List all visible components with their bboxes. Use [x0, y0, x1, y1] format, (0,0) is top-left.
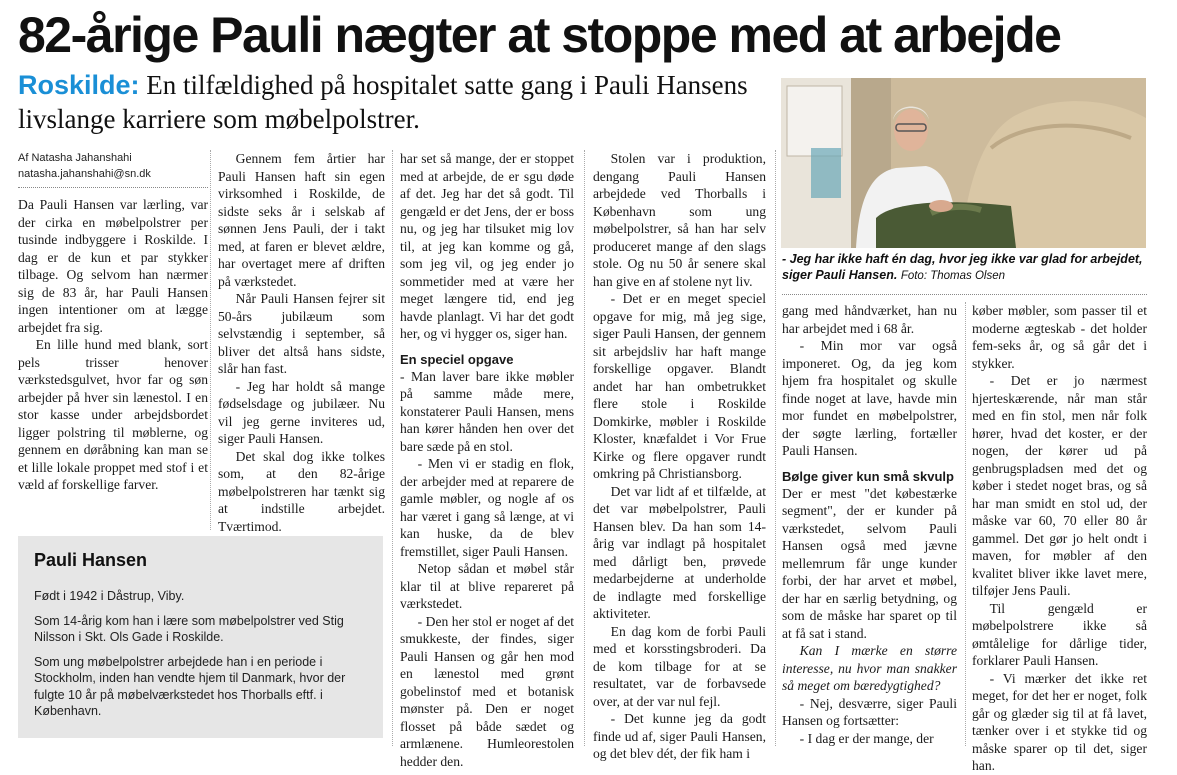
paragraph: Da Pauli Hansen var lærling, var der cirka en møbelpolstrer per tusinde indbyggere i Roskilde. I dag er de kun et par stykker tilbage. Og selvom han nærmer sig de 83 år, har Pauli Hansen ingen intentioner om at lægge arbejdet fra sig.: [18, 197, 208, 335]
paragraph: Kan I mærke en større interesse, nu hvor man snakker så meget om bæredygtighed?: [782, 643, 957, 693]
paragraph: køber møbler, som passer til et moderne ægteskab - det holder fem-seks år, og så går det i stykker.: [972, 303, 1147, 371]
dateline-place: Roskilde:: [18, 70, 140, 100]
paragraph: - Min mor var også imponeret. Og, da jeg kom hjem fra hospitalet og skulle finde noget at lave, havde min mor fundet en møbelpolstrer, der søgte lærling, fortæller Pauli Hansen.: [782, 338, 957, 458]
factbox-line: Som ung møbelpolstrer arbejdede han i en periode i Stockholm, inden han vendte hjem til Danmark, hvor der fulgte 10 år på møbelværkstedet hos Thorballs eftf. i København.: [34, 654, 346, 718]
article-column-1: [18, 196, 208, 526]
paragraph: En dag kom de forbi Pauli med et korsstingsbroderi. Da de kom tilbage for at se resultatet, var de forbavsede over, at der var nul fejl.: [593, 623, 766, 709]
column-divider: [584, 150, 585, 746]
subheadline-text: En tilfældighed på hospitalet satte gang i Pauli Hansens livslange karriere som møbelpolstrer.: [18, 70, 748, 134]
paragraph: Netop sådan et møbel står klar til at blive repareret på værkstedet.: [400, 561, 574, 611]
paragraph: - Det kunne jeg da godt finde ud af, siger Pauli Hansen, og det blev dét, der fik ham i: [593, 711, 766, 761]
paragraph: Det skal dog ikke tolkes som, at den 82-årige møbelpolstreren har tænkt sig at indstille arbejdet. Tværtimod.: [218, 448, 385, 534]
photo-hand: [929, 200, 953, 212]
photo-caption: [782, 251, 1147, 284]
byline: [18, 150, 208, 182]
paragraph: - Men vi er stadig en flok, der arbejder med at reparere de gamle møbler, og nogle af os har været i gang så længe, at vi kan huske, da de blev fremstillet, siger Pauli Hansen.: [400, 456, 574, 559]
factbox: [18, 536, 383, 738]
photo-window-pane: [787, 86, 842, 156]
caption-text: - Jeg har ikke haft én dag, hvor jeg ikke var glad for arbejdet, siger Pauli Hansen.: [782, 252, 1143, 282]
column-divider: [392, 150, 393, 746]
paragraph: - Det er jo nærmest hjerteskærende, når man står med en fin stol, men når folk hører, hvad det koster, er der nogen, der kører ud på genbrugspladsen med det og køber i stedet noget bras, og så har man smidt en stol ud, der måske var 60, 70 eller 80 år gammel. Det gør jo helt ondt i maven, for møbler af den kvalitet bliver ikke lavet mere, tilføjer Jens Pauli.: [972, 373, 1147, 598]
photo-illustration: [781, 78, 1146, 248]
column-divider: [210, 150, 211, 530]
paragraph: - I dag er der mange, der: [799, 730, 934, 746]
article-column-6: [972, 302, 1147, 773]
paragraph: Stolen var i produktion, dengang Pauli Hansen arbejdede ved Thorballs i København som ung møbelpolstrer, så han har selv produceret mange af den slags stole. Og nu 50 år senere skal han give en af stolene nyt liv.: [593, 151, 766, 289]
subheading: Bølge giver kun små skvulp: [782, 468, 954, 484]
subheadline: [18, 68, 778, 136]
article-column-5: [782, 302, 957, 746]
article-photo: [781, 78, 1146, 248]
photo-credit: Foto: Thomas Olsen: [900, 270, 1005, 282]
paragraph: Til gengæld er møbelpolstrere ikke så ømtålelige for dårlige tider, forklarer Pauli Hansen.: [972, 600, 1147, 668]
paragraph: gang med håndværket, han nu har arbejdet med i 68 år.: [782, 303, 957, 336]
caption-divider: [782, 294, 1147, 295]
factbox-line: Født i 1942 i Dåstrup, Viby.: [34, 589, 185, 603]
photo-chair-blue: [811, 148, 841, 198]
article-column-2: [218, 150, 385, 534]
subheading: En speciel opgave: [400, 351, 514, 367]
paragraph: Gennem fem årtier har Pauli Hansen haft sin egen virksomhed i Roskilde, de sidste seks år i selskab af sønnen Jens Pauli, der i takt med, at faren er blevet ældre, har overtaget mere af driften på værkstedet.: [218, 151, 385, 289]
factbox-body: [34, 588, 370, 728]
paragraph: - Den her stol er noget af det smukkeste, der findes, siger Pauli Hansen og går hen mod en lænestol med grønt gobelinstof med et botanisk mønster på. Den er noget flosset på både sædet og armlænene. Humleorestolen hedder den.: [400, 613, 574, 769]
paragraph: - Jeg har holdt så mange fødselsdage og jubilæer. Nu vil jeg gerne inviteres ud, siger Pauli Hansen.: [218, 378, 385, 446]
paragraph: Der er mest "det købestærke segment", der er kunder på værkstedet, selvom Pauli Hansen også med jævne mellemrum får unge kunder forbi, der har arvet et møbel, der har en særlig betydning, og som de måske har sparet op til at få sat i stand.: [782, 485, 957, 641]
article-column-4: [593, 150, 766, 761]
column-divider: [775, 150, 776, 746]
paragraph: har set så mange, der er stoppet med at arbejde, de er sgu døde af det. Jeg har det så godt. Til gengæld er det Jens, der er boss nu, og jeg har tilsuket mig lov til, at jeg kan komme og gå, som jeg vil, og jeg ender jo sommetider med at være her meget længere tid, end jeg havde planlagt. Vi har det godt her, og vi hygger os, siger han.: [400, 151, 574, 341]
paragraph: - Nej, desværre, siger Pauli Hansen og fortsætter:: [782, 695, 957, 728]
factbox-title: Pauli Hansen: [34, 550, 148, 570]
byline-email[interactable]: natasha.jahanshahi@sn.dk: [18, 168, 151, 180]
factbox-line: Som 14-årig kom han i lære som møbelpolstrer ved Stig Nilsson i Skt. Ols Gade i Roskilde.: [34, 613, 344, 644]
paragraph: - Man laver bare ikke møbler på samme måde mere, konstaterer Pauli Hansen, mens han kører hånden hen over det bare sæde på en stol.: [400, 368, 574, 454]
byline-divider: [18, 187, 208, 188]
column-divider: [965, 302, 966, 746]
paragraph: - Det er en meget speciel opgave for mig, må jeg sige, siger Pauli Hansen, der gennem sit arbejdsliv har haft mange forskellige opgaver. Blandt andet har han ombetrukket flere stole i Roskilde Domkirke, møbler i Roskilde Kloster, knæfaldet i Vor Frue Kirke og flere opgaver rundt omkring på Christiansborg.: [593, 291, 766, 481]
photo-face: [894, 109, 928, 151]
headline: 82-årige Pauli nægter at stoppe med at arbejde: [18, 7, 1061, 63]
paragraph: En lille hund med blank, sort pels trisser henover værkstedsgulvet, hvor far og søn arbejder på hver sin lænestol. I en stor kasse under arbejdsbordet ligger polstring til møblerne, og gennem en døråbning kan man se et lille lokale proppet med stof i et væld af forskellige farver.: [18, 337, 208, 492]
article-column-3: [400, 150, 574, 769]
paragraph: Når Pauli Hansen fejrer sit 50-års jubilæum som selvstændig i september, så bliver det altså hans sidste, slår han fast.: [218, 291, 385, 376]
paragraph: - Vi mærker det ikke ret meget, for det her er noget, folk går og glæder sig til at få lavet, tænker over i et stykke tid og måske sparer op til det, siger han.: [972, 670, 1147, 773]
byline-author: Af Natasha Jahanshahi: [18, 152, 132, 164]
paragraph: Det var lidt af et tilfælde, at det var møbelpolstrer, Pauli Hansen blev. Da han som 14-årig var indlagt på hospitalet med dårligt ben, prøvede medarbejderne at underholde de indlagte med forskellige aktiviteter.: [593, 483, 766, 621]
